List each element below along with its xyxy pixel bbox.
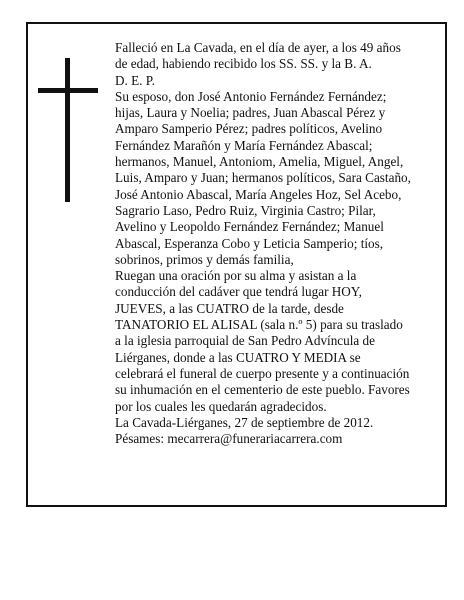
funeral-request: Ruegan una oración por su alma y asistan a la conducción del cadáver que tendrá lugar HOY, JUEVES, a las CUATRO de la tarde, desde TANATORIO EL ALISAL (sala n.º 5) para su traslado a la iglesia parroquial de San Pedro Advíncula de Liérganes, donde a las CUATRO Y MEDIA se celebrará el funeral de cuerpo presente y a continuación su inhumación en el cementerio de este pueblo. Favores por los cuales les quedarán agradecidos.	[115, 268, 410, 414]
notice-text	[115, 40, 411, 447]
cross-icon	[38, 58, 98, 202]
obituary-notice	[26, 22, 447, 507]
cross-vertical-bar	[65, 58, 70, 202]
cross-horizontal-bar	[38, 88, 98, 93]
family-list: Su esposo, don José Antonio Fernández Fernández; hijas, Laura y Noelia; padres, Juan Abascal Pérez y Amparo Samperio Pérez; padres políticos, Avelino Fernández Marañón y María Fernández Abascal; hermanos, Manuel, Antoniom, Amelia, Miguel, Angel, Luis, Amparo y Juan; hermanos políticos, Sara Castaño, José Antonio Abascal, María Angeles Hoz, Sel Acebo, Sagrario Laso, Pedro Ruiz, Virginia Castro; Pilar, Avelino y Leopoldo Fernández Fernández; Manuel Abascal, Esperanza Cobo y Leticia Samperio; tíos, sobrinos, primos y demás familia,	[115, 88, 411, 267]
condolences-email: Pésames: mecarrera@funerariacarrera.com	[115, 431, 343, 447]
dep-line: D. E. P.	[115, 72, 155, 88]
death-announcement: Falleció en La Cavada, en el día de ayer, a los 49 años de edad, habiendo recibido los SS. SS. y la B. A.	[115, 40, 401, 72]
place-date: La Cavada-Liérganes, 27 de septiembre de 2012.	[115, 414, 374, 430]
